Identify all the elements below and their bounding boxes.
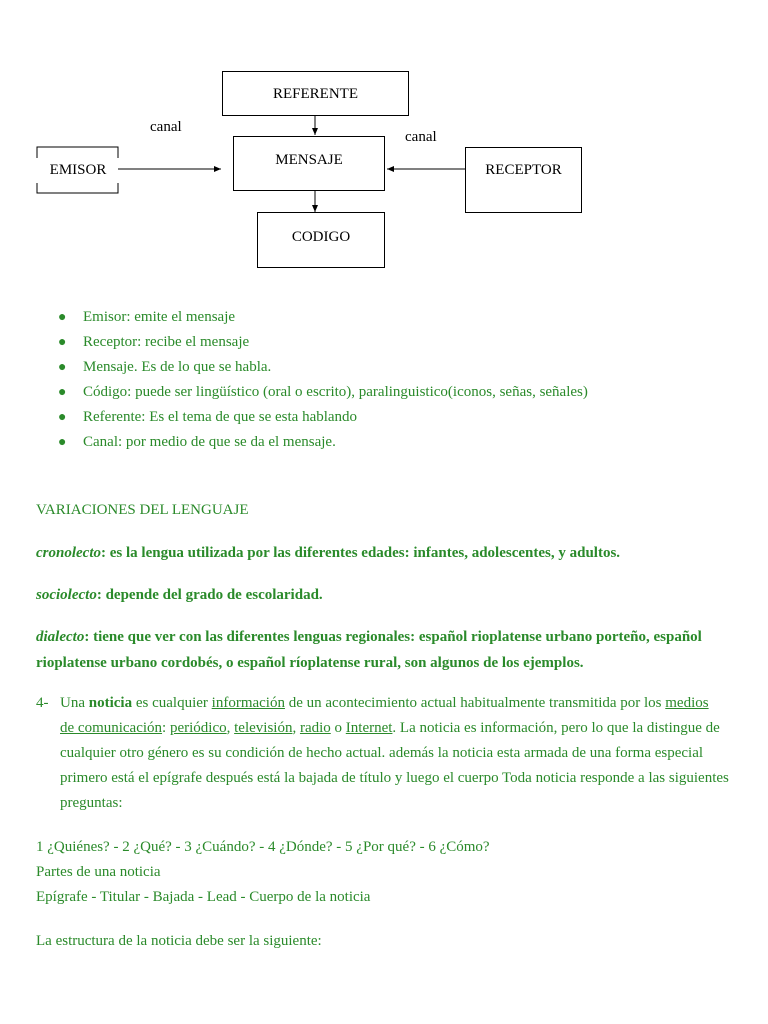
list-item: ● Referente: Es el tema de que se esta hablando [56,406,588,431]
dialecto-term: dialecto [36,629,85,645]
noticia-paragraph [36,691,736,816]
link-radio[interactable]: radio [299,720,331,736]
list-item: ● Mensaje. Es de lo que se habla. [56,356,588,381]
referente-box [222,71,409,116]
mensaje-label: MENSAJE [275,152,343,168]
communication-diagram [0,0,768,290]
receptor-box [465,147,582,213]
cronolecto-text: : es la lengua utilizada por las diferentes edades: infantes, adolescentes, y adultos. [101,545,621,561]
mensaje-box [233,136,385,191]
canal-right-label: canal [405,129,437,145]
list-item: ● Emisor: emite el mensaje [56,306,588,331]
partes-title: Partes de una noticia [36,864,161,880]
list-item: ● Canal: por medio de que se da el mensaje. [56,431,588,456]
emisor-box [38,147,118,193]
paragraph-number: 4- [36,695,49,711]
elements-list [56,306,588,456]
list-item: ● Receptor: recibe el mensaje [56,331,588,356]
sociolecto-term: sociolecto [36,587,97,603]
canal-left-label: canal [150,119,182,135]
bullet-icon: ● [58,310,67,325]
sociolecto-paragraph [36,582,323,608]
noticia-body: Una noticia es cualquier información de un acontecimiento actual habitualmente transmitida por los medios de comunicación: periódico, televisión, radio o Internet. La noticia es información, pero lo que la distingue de cualquier otro género es su condición de hecho actual. además la noticia esta armada de una forma especial primero está el epígrafe después está la bajada de título y luego el cuerpo Toda noticia responde a las siguientes preguntas: [60,695,729,811]
bullet-icon: ● [58,335,67,350]
estructura-line: La estructura de la noticia debe ser la siguiente: [36,933,322,949]
dialecto-text-1: : tiene que ver con las diferentes lenguas regionales: español rioplatense urbano porteño, español [84,629,702,645]
link-medios[interactable]: medios [665,695,709,711]
codigo-box [257,212,385,268]
cronolecto-paragraph [36,540,620,566]
codigo-label: CODIGO [291,229,351,245]
sociolecto-text: : depende del grado de escolaridad. [96,587,323,603]
variaciones-heading: VARIACIONES DEL LENGUAJE [36,502,249,518]
referente-label: REFERENTE [273,86,358,102]
bullet-icon: ● [58,360,67,375]
preguntas-line: 1 ¿Quiénes? - 2 ¿Qué? - 3 ¿Cuándo? - 4 ¿Dónde? - 5 ¿Por qué? - 6 ¿Cómo? [36,839,490,855]
emisor-label: EMISOR [49,162,107,178]
dialecto-paragraph [36,624,736,676]
bullet-icon: ● [58,410,67,425]
link-television[interactable]: televisión [234,720,293,736]
link-informacion[interactable]: información [211,695,285,711]
link-internet[interactable]: Internet [345,720,393,736]
bullet-icon: ● [58,385,67,400]
noticia-term: noticia [88,695,133,711]
bullet-icon: ● [58,435,67,450]
dialecto-text-2: rioplatense urbano cordobés, o español ríoplatense rural, son algunos de los ejemplos. [36,655,584,671]
cronolecto-term: cronolecto [36,545,101,561]
link-periodico[interactable]: periódico [169,720,227,736]
list-item: ● Código: puede ser lingüístico (oral o escrito), paralinguistico(iconos, señas, señales) [56,381,588,406]
link-comunicacion[interactable]: de comunicación [60,720,163,736]
receptor-label: RECEPTOR [485,162,562,178]
partes-list: Epígrafe - Titular - Bajada - Lead - Cuerpo de la noticia [36,889,371,905]
